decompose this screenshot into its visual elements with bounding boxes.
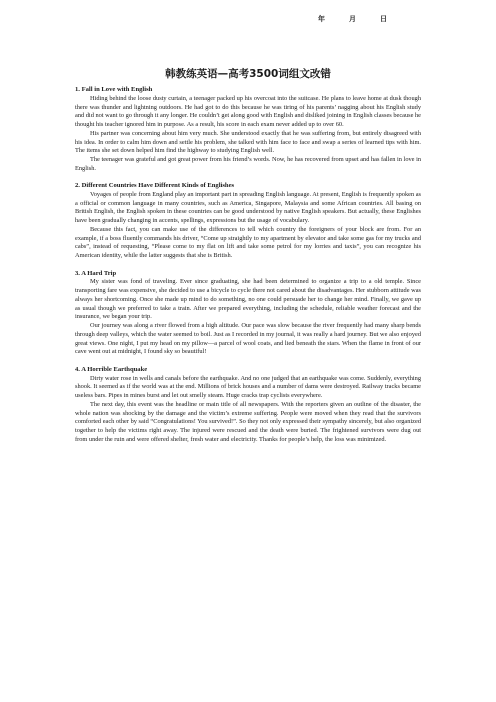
- section-title: 3. A Hard Trip: [75, 269, 117, 277]
- section-title: 2. Different Countries Have Different Kinds of Englishes: [75, 182, 235, 190]
- date-line: [318, 14, 387, 24]
- paragraph: Because this fact, you can make use of the differences to tell which country the foreigners of your block are from. For an example, if a boss fluently commands his driver, “Come up straightly to my apartment by elevator and take some gas for my trucks and cabs”, instead of requesting, “Please come to my flat on lift and take some petrol for my lorries and taxis”, you can recognize his American identity, while the latter suggests that she is British.: [75, 225, 421, 260]
- month-label: 月: [349, 15, 356, 23]
- paragraph: My sister was fond of traveling. Ever since graduating, she had been determined to organize a trip to a old temple. Since transporting fare was expensive, she decided to use a bicycle to cycle there not cared about the disadvantages. Her stubborn attitude was always her shortcoming. Once she made up mind to do something, no one could persuade her to change her mind. Finally, we gave up as usual though we preferred to take a train. After we prepared everything, including the schedule, reliable weather forecast and the insurance, we began your trip.: [75, 278, 421, 321]
- section-title: 1. Fall in Love with English: [75, 86, 153, 93]
- document-body: [75, 86, 421, 453]
- paragraph: His partner was concerning about him very much. She understood exactly that he was suffering from, but entirely disagreed with his idea. In order to calm him down and settle his problem, she talked with him face to face and swap a series of learned tips with him. The items she set down helped him find the highway to studying English well.: [75, 129, 421, 155]
- section-2: [75, 182, 421, 261]
- section-4: [75, 366, 421, 445]
- page-title: 韩教练英语—高考3500词组文改错: [165, 68, 331, 80]
- section-3: [75, 270, 421, 358]
- paragraph: Dirty water rose in wells and canals before the earthquake. And no one judged that an earthquake was come. Suddenly, everything shook. It seemed as if the world was at the end. Millions of brick houses and a number of dams were destroyed. Railway tracks became useless bars. Pipes in mines burst and let out smelly steam. Huge cracks trap cyclists everywhere.: [75, 374, 421, 400]
- paragraph: Hiding behind the loose dusty curtain, a teenager packed up his overcoat into the suitcase. He plans to leave home at dusk though there was thunder and lightning outdoors. He had got to do this because he was tiring of his parents’ nagging about his English study and did not want to go through it any longer. He couldn’t get along good with English and disliked joining in English classes because he thought his teacher ignored him in purpose. As a result, his score in each exam never added up to over 60.: [75, 94, 421, 128]
- year-label: 年: [318, 15, 325, 23]
- section-1: [75, 86, 421, 174]
- paragraph: Voyages of people from England play an important part in spreading English language. At present, English is frequently spoken as a official or common language in many countries, such as America, Singapore, Malaysia and some African countries. All basing on British English, the English spoken in these countries can be good understood by native English speakers. But actually, these Englishes have been gradually changing in accents, spellings, expressions but the usage of vocabulary.: [75, 190, 421, 225]
- paragraph: The next day, this event was the headline or main title of all newspapers. With the reporters given an outline of the disaster, the whole nation was shocking by the damage and the victim’s extreme suffering. People were moved when they read that the survivors comforted each other by said “Congratulations! You survived!”. So they not only expressed their sympathy sincerely, but also organized together to help the victims right away. The injured were rescued and the death were buried. The frightened survivors were dug out from under the ruin and were offered shelter, fresh water and electricity. Thanks for people’s help, the loss was minimized.: [75, 400, 421, 443]
- paragraph: The teenager was grateful and got great power from his friend’s words. Now, he has recovered from upset and has fallen in love in English.: [75, 156, 421, 172]
- section-title: 4. A Horrible Earthquake: [75, 365, 148, 373]
- paragraph: Our journey was along a river flowed from a high altitude. Our pace was slow because the river frequently had many sharp bends through deep valleys, which the water seemed to boil. Just as I recorded in my journal, it was really a hard journey. But we also enjoyed great views. One night, I put my head on my pillow—a parcel of wool coats, and lied beneath the stars. When the flame in front of our cave went out at midnight, I found sky so beautiful!: [75, 322, 421, 356]
- day-label: 日: [380, 15, 387, 23]
